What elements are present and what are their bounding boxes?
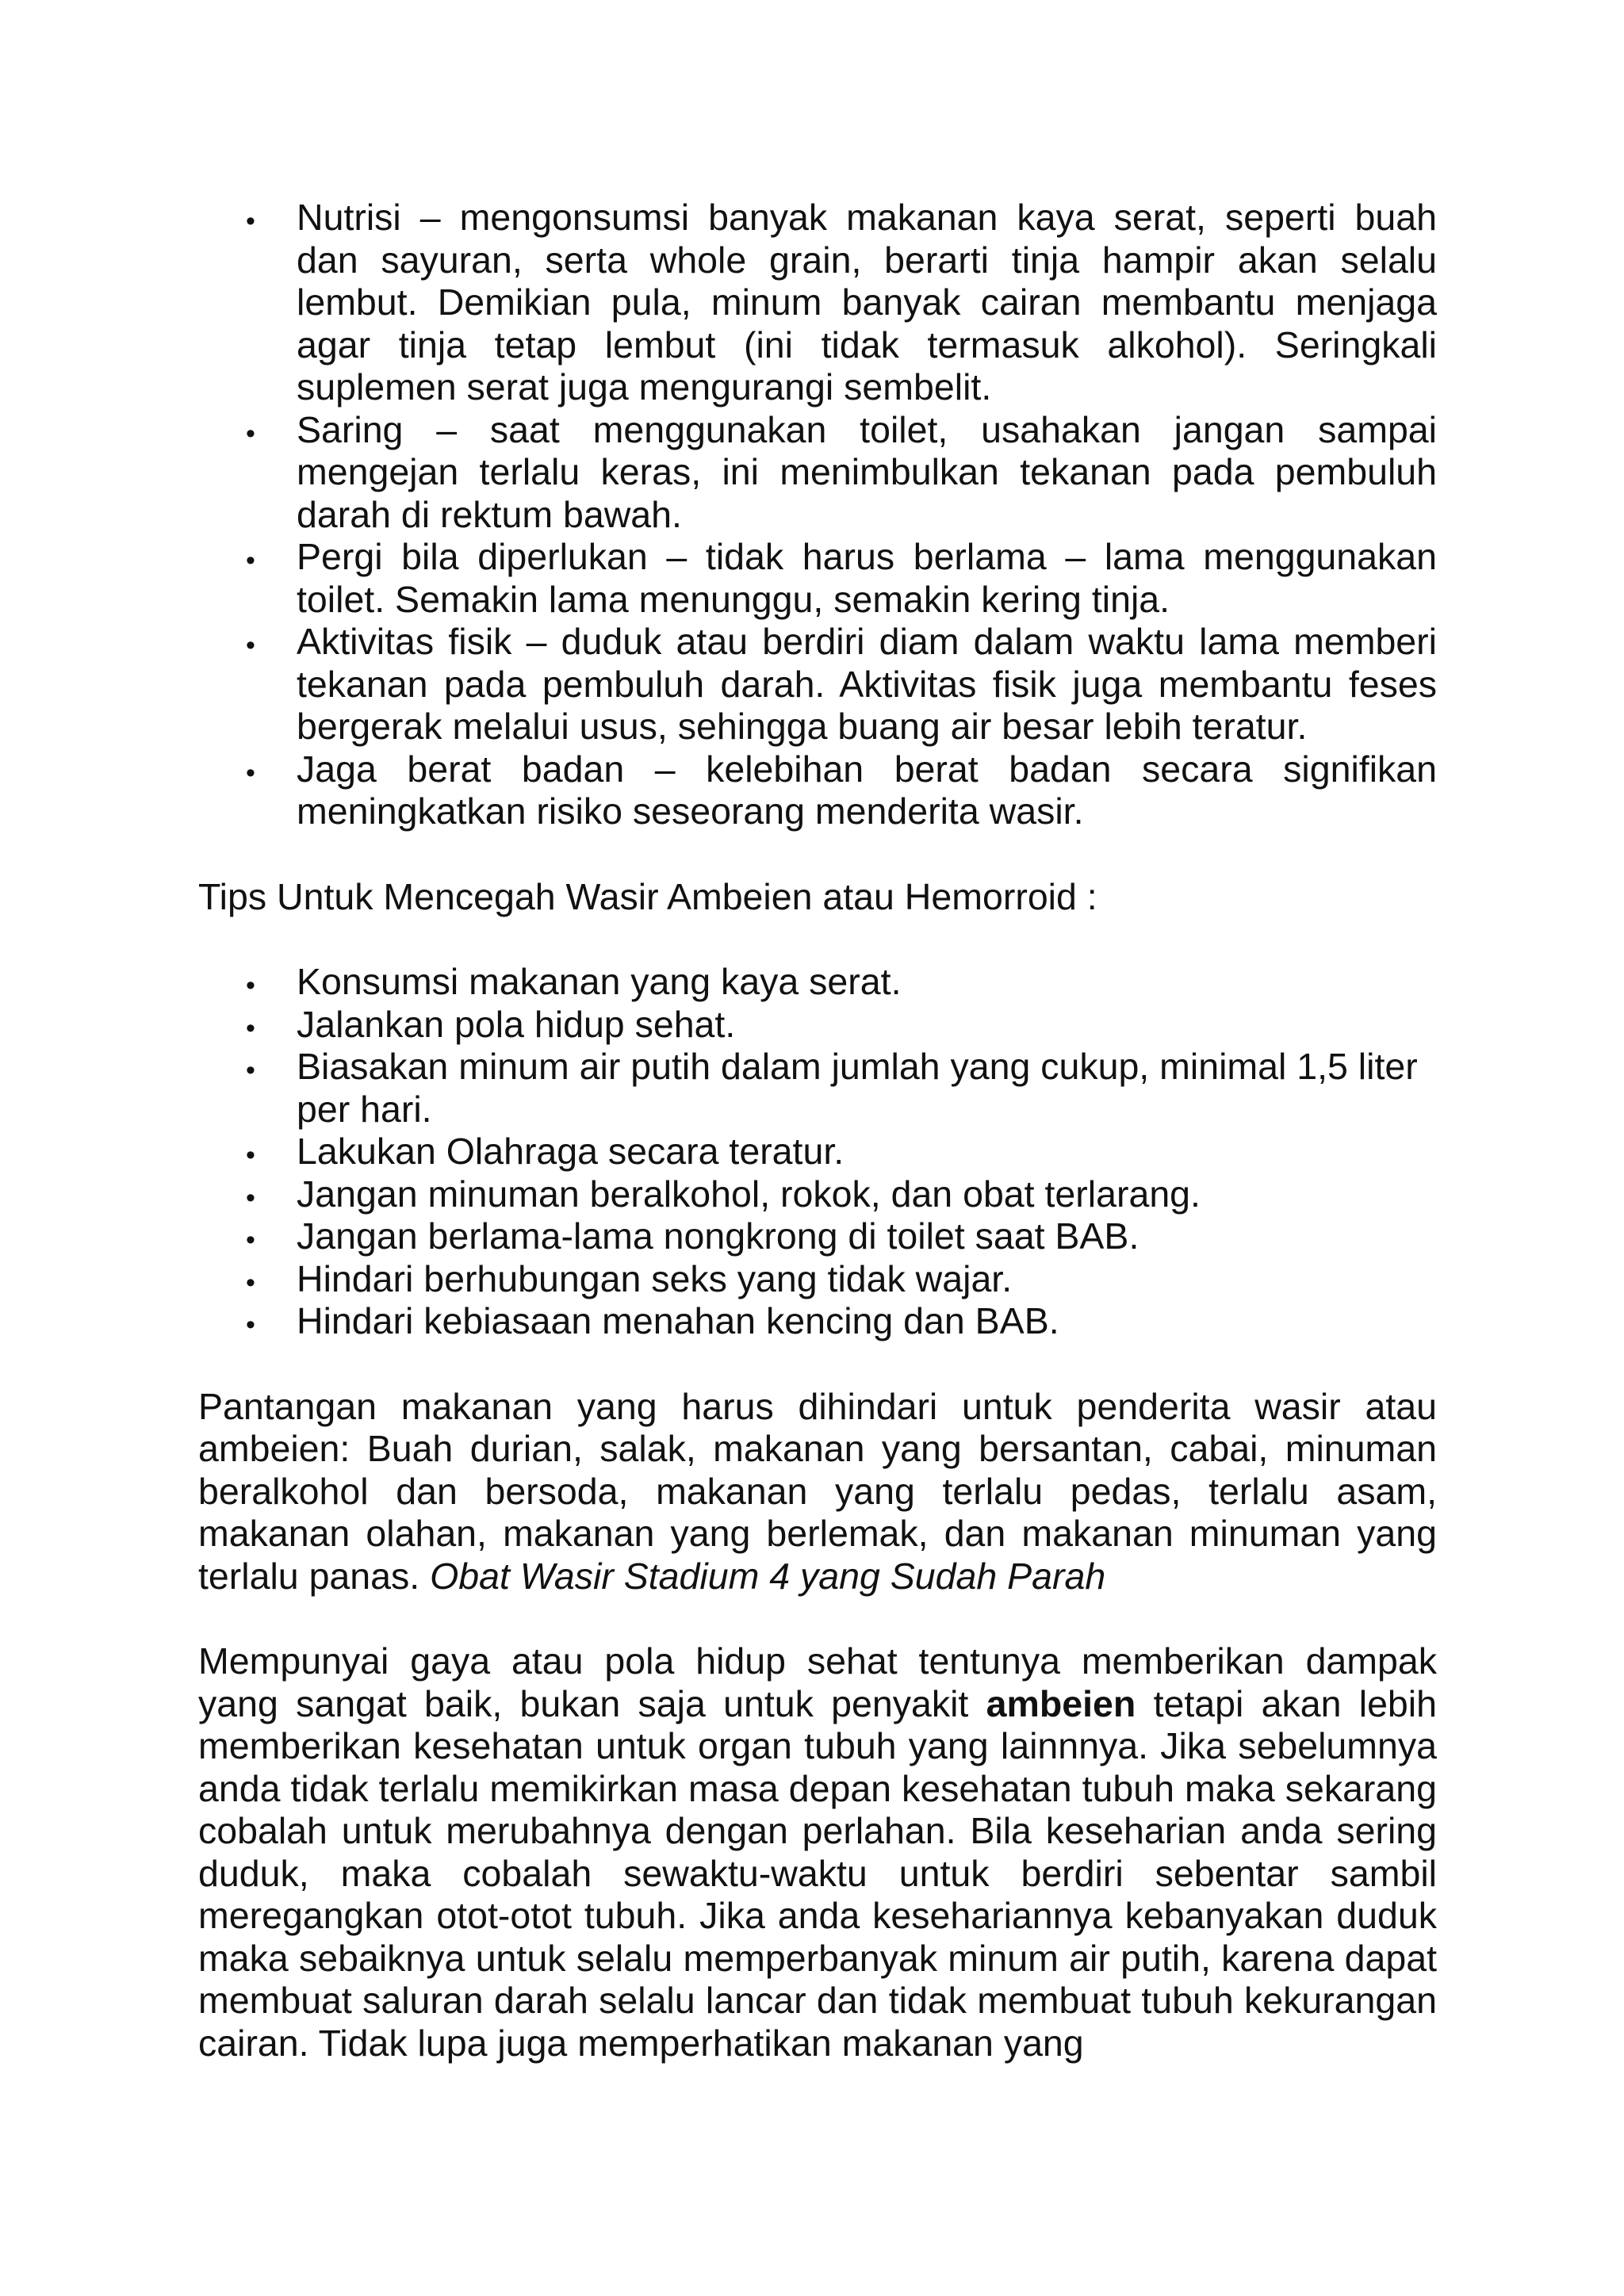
closing-text-before: Mempunyai gaya atau pola hidup sehat tentunya memberikan dampak yang sangat baik, bukan saja untuk penyakit <box>198 1640 1437 1724</box>
pantangan-text: Pantangan makanan yang harus dihindari untuk penderita wasir atau ambeien: Buah durian, salak, makanan yang bersantan, cabai, minuman beralkohol dan bersoda, makanan yang terlalu pedas, terlalu asam, makanan olahan, makanan yang berlemak, dan makanan minuman yang terlalu panas. <box>198 1385 1437 1597</box>
list-item <box>198 1300 1437 1343</box>
list-item-text: Hindari kebiasaan menahan kencing dan BAB. <box>297 1300 1059 1341</box>
bullet-icon <box>246 621 270 668</box>
bullet-icon <box>246 748 270 795</box>
article-link-title: Obat Wasir Stadium 4 yang Sudah Parah <box>430 1555 1106 1597</box>
list-item <box>198 1004 1437 1047</box>
list-item-text: Nutrisi – mengonsumsi banyak makanan kaya serat, seperti buah dan sayuran, serta whole grain, berarti tinja hampir akan selalu lembut. Demikian pula, minum banyak cairan membantu menjaga agar tinja tetap lembut (ini tidak termasuk alkohol). Seringkali suplemen serat juga mengurangi sembelit. <box>297 197 1437 408</box>
list-item <box>198 961 1437 1004</box>
bullet-icon <box>246 197 270 243</box>
list-item <box>198 197 1437 409</box>
list-item <box>198 409 1437 537</box>
prevention-factors-list <box>198 197 1437 833</box>
list-item-text: Konsumsi makanan yang kaya serat. <box>297 961 902 1002</box>
spacer <box>198 1598 1437 1640</box>
list-item-text: Aktivitas fisik – duduk atau berdiri diam dalam waktu lama memberi tekanan pada pembuluh darah. Aktivitas fisik juga membantu feses bergerak melalui usus, sehingga buang air besar lebih teratur. <box>297 621 1437 747</box>
list-item <box>198 1046 1437 1131</box>
list-item <box>198 1215 1437 1258</box>
list-item <box>198 1131 1437 1173</box>
page-content <box>198 197 1437 2064</box>
spacer <box>198 833 1437 876</box>
list-item-text: Saring – saat menggunakan toilet, usahakan jangan sampai mengejan terlalu keras, ini menimbulkan tekanan pada pembuluh darah di rektum bawah. <box>297 408 1437 535</box>
bullet-icon <box>246 1258 270 1305</box>
bullet-icon <box>246 1215 270 1262</box>
list-item <box>198 621 1437 748</box>
spacer <box>198 1343 1437 1386</box>
list-item-text: Jaga berat badan – kelebihan berat badan secara signifikan meningkatkan risiko seseorang menderita wasir. <box>297 748 1437 832</box>
list-item-text: Jangan berlama-lama nongkrong di toilet saat BAB. <box>297 1215 1139 1257</box>
list-item <box>198 1258 1437 1301</box>
pantangan-paragraph <box>198 1386 1437 1598</box>
closing-text-after: tetapi akan lebih memberikan kesehatan untuk organ tubuh yang lainnnya. Jika sebelumnya anda tidak terlalu memikirkan masa depan kesehatan tubuh maka sekarang cobalah untuk merubahnya dengan perlahan. Bila keseharian anda sering duduk, maka cobalah sewaktu-waktu untuk berdiri sebentar sambil meregangkan otot-otot tubuh. Jika anda kesehariannya kebanyakan duduk maka sebaiknya untuk selalu memperbanyak minum air putih, karena dapat membuat saluran darah selalu lancar dan tidak membuat tubuh kekurangan cairan. Tidak lupa juga memperhatikan makanan yang <box>198 1682 1437 2064</box>
closing-keyword: ambeien <box>986 1682 1136 1724</box>
list-item-text: Pergi bila diperlukan – tidak harus berlama – lama menggunakan toilet. Semakin lama menunggu, semakin kering tinja. <box>297 536 1437 620</box>
bullet-icon <box>246 536 270 583</box>
closing-paragraph <box>198 1640 1437 2064</box>
bullet-icon <box>246 1004 270 1050</box>
list-item-text: Jalankan pola hidup sehat. <box>297 1003 736 1045</box>
tips-heading: Tips Untuk Mencegah Wasir Ambeien atau Hemorroid : <box>198 875 1097 917</box>
list-item-text: Lakukan Olahraga secara teratur. <box>297 1131 845 1172</box>
tips-list <box>198 961 1437 1343</box>
bullet-icon <box>246 1131 270 1177</box>
list-item <box>198 748 1437 833</box>
list-item-text: Biasakan minum air putih dalam jumlah yang cukup, minimal 1,5 liter per hari. <box>297 1046 1418 1130</box>
list-item <box>198 536 1437 621</box>
bullet-icon <box>246 409 270 456</box>
bullet-icon <box>246 961 270 1008</box>
spacer <box>198 918 1437 961</box>
list-item-text: Hindari berhubungan seks yang tidak wajar. <box>297 1257 1013 1299</box>
bullet-icon <box>246 1173 270 1220</box>
bullet-icon <box>246 1300 270 1347</box>
list-item <box>198 1173 1437 1216</box>
list-item-text: Jangan minuman beralkohol, rokok, dan obat terlarang. <box>297 1173 1201 1215</box>
bullet-icon <box>246 1046 270 1093</box>
